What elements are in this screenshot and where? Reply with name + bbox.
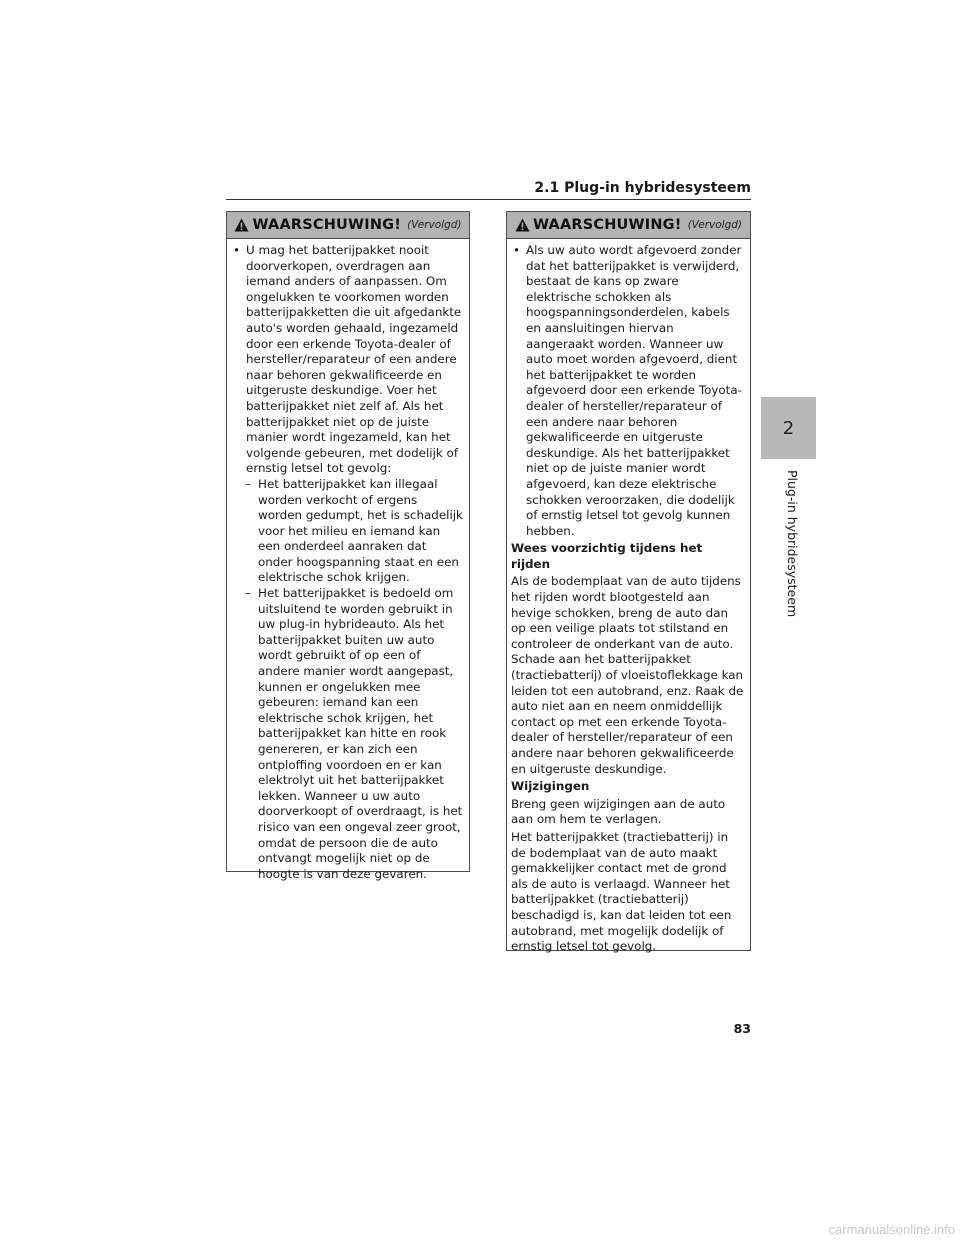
warning-body [507,239,750,955]
paragraph: Het batterijpakket (tractiebatterij) in de bodemplaat van de auto maakt gemakkelijker contact met de grond als de auto is verlaagd. Wanneer het batterijpakket (tractiebatterij) beschadigd is, kan dat leiden tot een autobrand, met mogelijk dodelijk of ernstig letsel tot gevolg. [511,829,732,954]
header-rule [226,199,751,200]
chapter-number: 2 [782,417,795,439]
bullet-item: • U mag het batterijpakket nooit doorverkopen, overdragen aan iemand anders of aanpassen. Om ongelukken te voorkomen worden batterijpakketten die uit afgedankte auto's worden gehaald, ingezameld door een erkende Toyota-dealer of hersteller/reparateur of een andere naar behoren gekwalificeerde en uitgeruste deskundige. Voer het batterijpakket niet zelf af. Als het batterijpakket niet op de juiste manier wordt ingezameld, kan het volgende gebeuren, met dodelijk of ernstig letsel tot gevolg: [231,243,463,477]
paragraph: Breng geen wijzigingen aan de auto aan om hem te verlagen. [511,796,726,827]
watermark: carmanualsonline.info [828,1222,955,1237]
paragraph: Als de bodemplaat van de auto tijdens het rijden wordt blootgesteld aan hevige schokken, breng de auto dan op een veilige plaats tot stilstand en controleer de onderkant van de auto. Schade aan het batterijpakket (tractiebatterij) of vloeistoflekkage kan leiden tot een autobrand, enz. Raak de auto niet aan en neem onmiddellijk contact op met een erkende Toyota-dealer of hersteller/reparateur of een andere naar behoren gekwalificeerde en uitgeruste deskundige. [511,574,744,776]
warning-header [227,212,469,239]
sub-item [231,586,463,882]
warning-triangle-icon [234,218,249,232]
dash-marker: – [245,476,251,491]
warning-title: WAARSCHUWING! [252,217,402,233]
section-heading: Wijzigingen [511,779,590,794]
section-header: 2.1 Plug-in hybridesysteem [534,180,751,196]
warning-title: WAARSCHUWING! [532,217,682,233]
section-heading: Wees voorzichtig tijdens het rijden [511,541,703,571]
warning-triangle-icon [515,218,530,232]
sub-item-text: Het batterijpakket kan illegaal worden verkocht of ergens worden gedumpt, het is schadelijk voor het milieu en iemand kan een onderdeel aanraken dat onder hoogspanning staat en een elektrische schok krijgen. [258,476,463,585]
warning-box-right [506,211,751,954]
chapter-label: Plug-in hybridesysteem [785,470,800,618]
bullet-item: • Als uw auto wordt afgevoerd zonder dat het batterijpakket is verwijderd, bestaat de kans op zware elektrische schokken als hoogspanningsonderdelen, kabels en aansluitingen hiervan aangeraakt worden. Wanneer uw auto moet worden afgevoerd, dient het batterijpakket te worden afgevoerd door een erkende Toyota-dealer of hersteller/reparateur of een andere naar behoren gekwalificeerde en uitgeruste deskundige. Als het batterijpakket niet op de juiste manier wordt afgevoerd, kan deze elektrische schokken veroorzaken, die dodelijk of ernstig letsel tot gevolg kunnen hebben. [511,243,744,539]
warning-continued: (Vervolgd) [687,219,743,231]
page-number: 83 [733,1021,751,1036]
warning-box-left [226,211,470,881]
sub-item [231,477,463,586]
warning-body [227,239,469,882]
warning-continued: (Vervolgd) [407,219,462,231]
sub-item-text: Het batterijpakket is bedoeld om uitsluitend te worden gebruikt in uw plug-in hybrideauto. Als het batterijpakket buiten uw auto wordt gebruikt of op een of andere manier wordt aangepast, kunnen er ongelukken mee gebeuren: iemand kan een elektrische schok krijgen, het batterijpakket kan hitte en rook genereren, er kan zich een ontploffing voordoen en er kan elektrolyt uit het batterijpakket lekken. Wanneer u uw auto doorverkoopt of overdraagt, is het risico van een ongeval zeer groot, omdat de persoon die de auto ontvangt mogelijk niet op de hoogte is van deze gevaren. [258,586,463,881]
dash-marker: – [245,586,251,601]
chapter-tab [761,397,816,459]
warning-header [507,212,750,239]
